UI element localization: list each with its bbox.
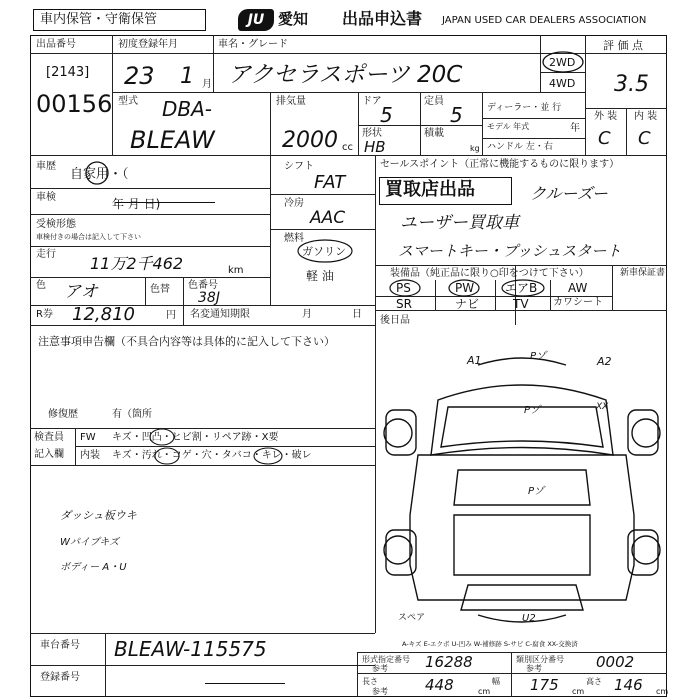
rating-value: 3.5 [614,72,649,97]
repair-history-label: 修復歴 [48,409,78,420]
yen-unit: 円 [166,310,176,321]
capacity-label: 定員 [424,96,444,107]
mileage-label: 走行 [36,249,56,260]
capacity-value: 5 [450,103,463,127]
length-ref: 参考 [372,687,388,696]
equip-navi: ナビ [455,297,480,311]
interior-scale: キズ・汚れ・コゲ・穴・タバコ・キレ・破レ [112,450,312,461]
fw-tag: FW [80,432,96,443]
color-code-value: 38J [198,290,220,306]
drive-4wd: 4WD [549,77,576,90]
sales-point-1: クルーズー [530,184,608,203]
ac-label: 冷房 [284,198,304,209]
recycle-amount: 12,810 [72,304,135,325]
history-options: 自家用・（ [70,167,129,182]
equip-pw: PW [455,281,475,295]
name-change-month: 月 [302,309,312,320]
model-label: 型式 [118,96,138,107]
equipment-label: 装備品（純正品に限り○印をつけて下さい） [390,268,589,279]
car-name-label: 車名・グレード [218,39,288,50]
fuel-gasoline: ガソリン [302,245,346,258]
displacement-label: 排気量 [276,96,306,107]
fuel-label: 燃料 [284,233,304,244]
category-number: 0002 [596,653,635,671]
mileage-value: 11万2千462 [90,254,184,273]
spare-label: スペア [398,613,426,623]
model-prefix: DBA- [162,97,213,121]
equip-seat: カワシート [553,297,603,308]
type-ref-label: 参考 [372,664,388,673]
damage-legend: A-キズ E-エクボ U-凹み W-補修跡 S-サビ C-腐食 XX-交換済 [402,640,578,648]
history-label: 車歴 [36,161,56,172]
fuel-diesel: 軽 油 [306,269,334,283]
month-unit: 月 [202,79,212,90]
association-name: JAPAN USED CAR DEALERS ASSOCIATION [442,15,647,26]
height-value: 146 [614,676,643,694]
name-change-label: 名変通知期限 [190,309,250,320]
sales-headline: 買取店出品 [385,179,475,200]
equip-sr: SR [396,297,412,311]
kg-unit: kg [470,144,480,153]
car-name: アクセラスポーツ 20C [228,62,463,88]
recycle-label: R券 [36,309,53,320]
name-change-day: 日 [352,309,362,320]
displacement-value: 2000 [282,128,338,153]
notes-header: 注意事項申告欄（不具合内容等は具体的に記入して下さい） [38,335,335,348]
equip-ps-circle [388,278,422,298]
sales-point-2: ユーザー買取車 [400,213,519,233]
interior-grade: C [638,128,651,149]
year-unit: 年 [570,123,580,134]
shape-label: 形状 [362,128,382,139]
width-label: 幅 [492,677,500,686]
interior-label: 内 装 [634,111,658,122]
map-front-center: Pゾ [530,351,547,362]
shape-value: HB [364,138,386,156]
length-value: 448 [425,676,454,694]
color-code-label: 色番号 [188,280,218,291]
note-2: Wパイプキズ [60,537,119,548]
shift-label: シフト [284,161,314,172]
form-title: 出品申込書 [342,9,423,28]
fuel-circle [296,238,354,264]
note-3: ボディー A・U [60,562,127,573]
type-designation-label: 形式指定番号 [362,655,410,664]
equip-pw-circle [447,278,481,298]
color-replaced-label: 色替 [150,284,170,295]
inspection-date: 年 月 日) [112,197,161,211]
equip-ps: PS [396,281,411,295]
chassis-number: BLEAW-115575 [114,637,267,661]
drive-2wd: 2WD [549,56,576,69]
ju-logo: JU [238,9,274,31]
remarks-label: 後日品 [380,315,410,326]
storage-label: 車内保管・守衛保管 [40,12,158,27]
handle-label: ハンドル 左・右 [487,142,553,152]
interior-tag: 内装 [80,450,100,461]
width-cm: cm [572,687,585,696]
inspector-label: 検査員 [34,432,64,443]
color-label: 色 [36,280,46,291]
logo-region: 愛知 [278,10,309,28]
load-label: 積載 [424,128,444,139]
equip-airbag-circle [500,278,546,298]
sales-points-label: セールスポイント（正常に機能するものに限ります） [380,159,620,170]
repair-has-label: 有（箇所 [112,409,152,420]
map-xx: XX [596,402,609,412]
length-label: 長さ [362,677,378,686]
rating-label: 評 価 点 [603,39,643,52]
lot-number-label: 出品番号 [36,39,76,50]
exterior-grade: C [598,128,611,149]
length-cm: cm [478,687,491,696]
inspection-label: 車検 [36,192,56,203]
first-reg-month: 1 [180,64,194,89]
entry-label: 記入欄 [34,449,64,460]
equip-aw: AW [568,281,588,295]
map-rear: U2 [522,613,536,624]
doors-value: 5 [380,103,393,127]
new-car-warranty-label: 新車保証書 [620,268,666,278]
sales-point-3: スマートキー・プッシュスタート [398,242,622,260]
map-front-right: A2 [597,355,612,368]
first-reg-year: 23 [124,62,155,90]
km-unit: km [228,265,244,276]
registration-label: 登録番号 [40,672,80,683]
cc-unit: cc [342,142,353,153]
model-year-label: モデル 年式 [487,122,530,131]
ac-value: AAC [310,208,346,228]
note-1: ダッシュ板ウキ [60,509,137,522]
height-label: 高さ [586,677,602,686]
lot-number: 00156 [36,90,113,118]
doors-label: ドア [362,96,382,107]
category-ref-label: 参考 [526,664,542,673]
lot-code: [2143] [46,65,90,80]
map-roof: Pゾ [528,486,545,497]
exterior-label: 外 装 [594,111,618,122]
scale-circles [140,428,300,468]
map-hood: Pゾ [524,405,541,416]
width-value: 175 [530,676,559,694]
history-circle [84,160,110,186]
equip-airbag: エアB [505,281,538,295]
first-registration-label: 初度登録年月 [118,39,178,50]
chassis-label: 車台番号 [40,640,80,651]
type-designation: 16288 [425,653,473,671]
color-value: アオ [64,282,98,302]
drive-2wd-circle [541,50,585,74]
dealer-label: ディーラー・並 行 [487,103,562,113]
category-label: 類別区分番号 [516,655,564,664]
model-code: BLEAW [130,126,215,154]
map-front-left: A1 [467,354,482,367]
exterior-scale: キズ・凹凸・ヒビ割・リペア跡・X要 [112,432,279,443]
car-damage-diagram [378,345,666,630]
equip-tv: TV [513,297,529,311]
reception-note: 車検付きの場合は記入して下さい [36,233,141,241]
height-cm: cm [656,687,669,696]
reception-label: 受検形態 [36,219,76,230]
shift-value: FAT [314,172,346,193]
